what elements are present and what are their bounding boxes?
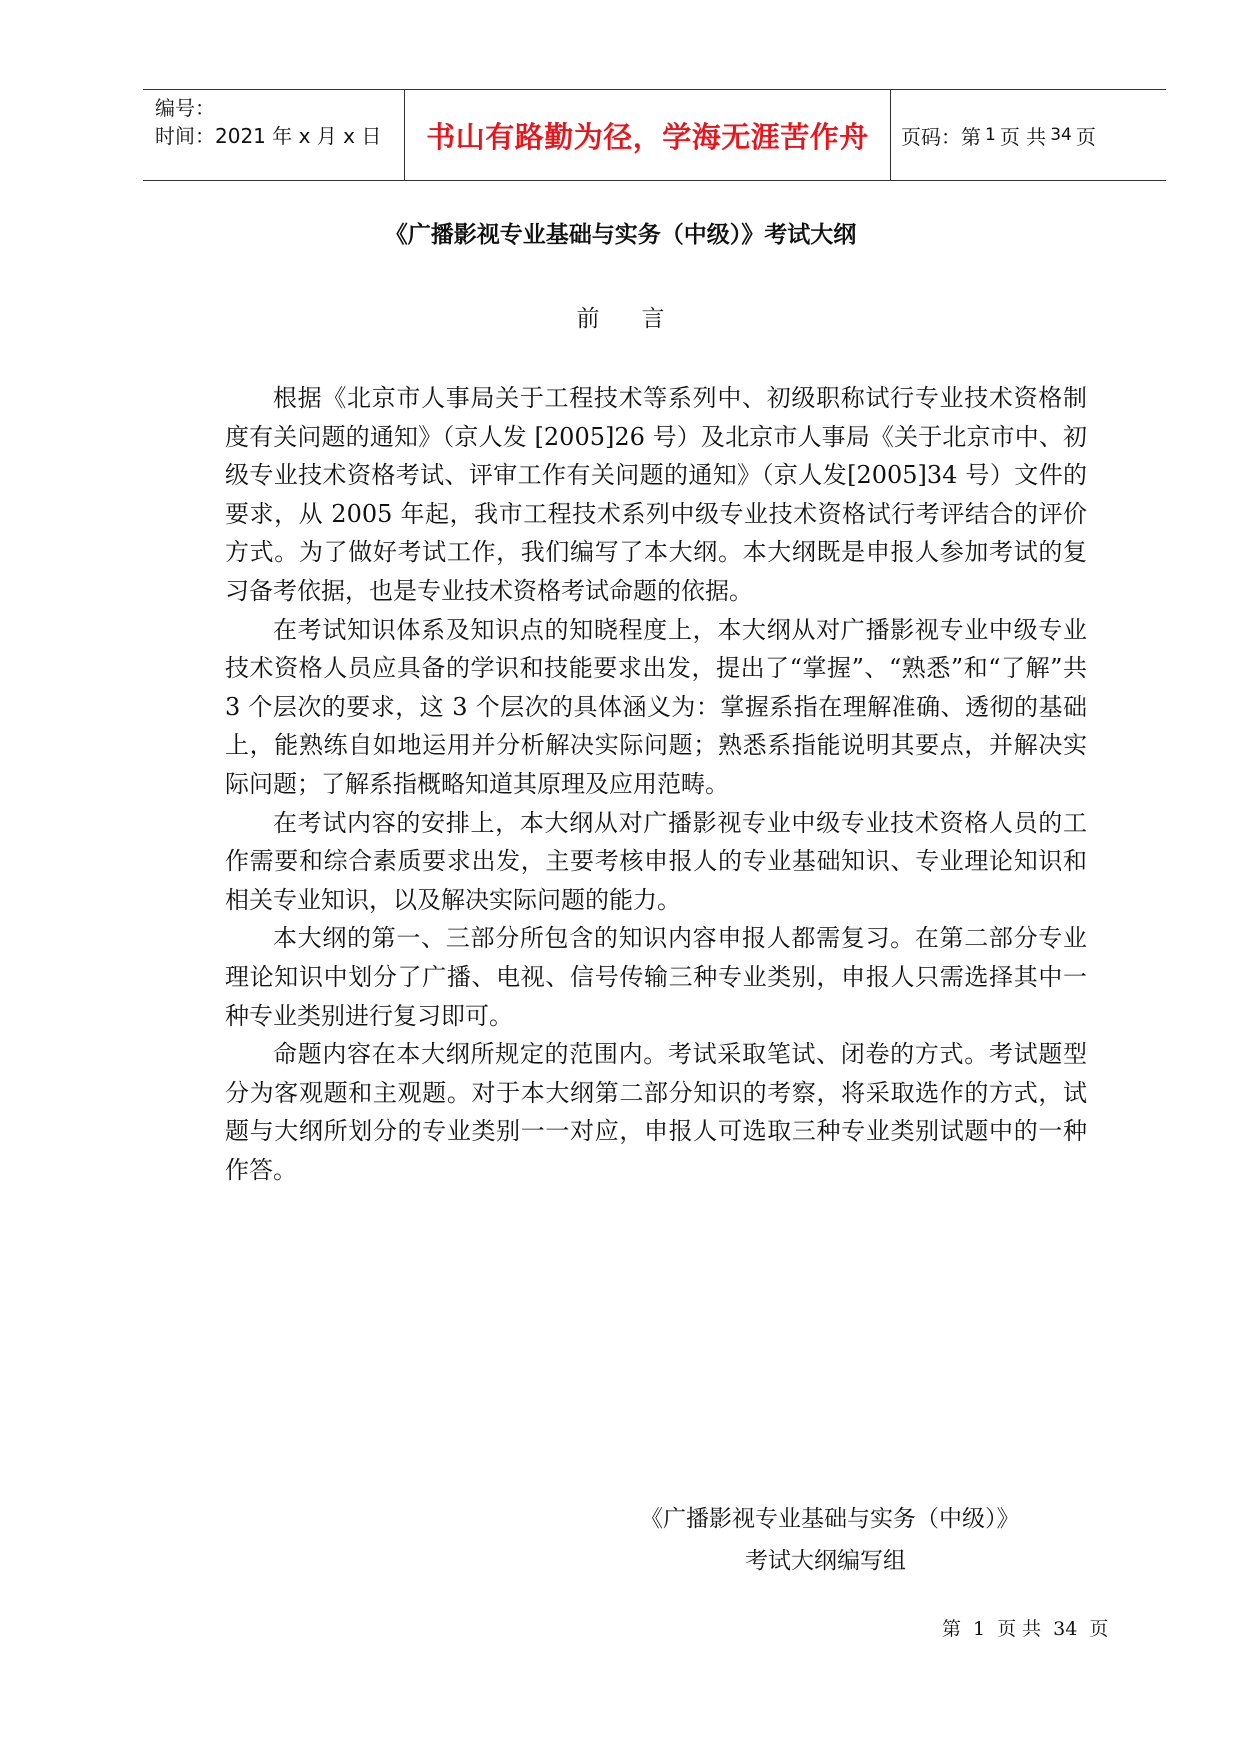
footer-page-current: 1 xyxy=(973,1618,986,1640)
motto-text: 书山有路勤为径，学海无涯苦作舟 xyxy=(426,119,869,154)
time-label: 时间：2021 年 x 月 x 日 xyxy=(155,124,382,148)
header-page-prefix: 页码：第 xyxy=(901,124,981,149)
header-meta-cell xyxy=(143,90,405,180)
header-page-suffix: 页 xyxy=(1075,124,1096,149)
footer-page-total: 34 xyxy=(1053,1618,1078,1640)
number-label: 编号： xyxy=(155,96,215,120)
document-title: 《广播影视专业基础与实务（中级）》考试大纲 xyxy=(384,222,857,248)
header-page-mid: 页 共 xyxy=(999,124,1047,149)
footer-page-prefix: 第 xyxy=(942,1618,962,1640)
signature-line-1: 《广播影视专业基础与实务（中级）》 xyxy=(640,1506,1020,1532)
body-text xyxy=(225,379,1087,1189)
paragraph: 本大纲的第一、三部分所包含的知识内容申报人都需复习。在第二部分专业理论知识中划分了广播、电视、信号传输三种专业类别，申报人只需选择其中一种专业类别进行复习即可。 xyxy=(225,924,1087,1030)
header-page-current: 1 xyxy=(985,125,996,145)
signature-line-2: 考试大纲编写组 xyxy=(745,1548,906,1574)
paragraph: 根据《北京市人事局关于工程技术等系列中、初级职称试行专业技术资格制度有关问题的通知》（京人发 [2005]26 号）及北京市人事局《关于北京市中、初级专业技术资格考试、评审工作有关问题的通知》（京人发[2005]34 号）文件的要求，从 2005 年起，我市工程技术系列中级专业技术资格试行考评结合的评价方式。为了做好考试工作，我们编写了本大纲。本大纲既是申报人参加考试的复习备考依据，也是专业技术资格考试命题的依据。 xyxy=(225,384,1087,605)
header-page-cell xyxy=(891,90,1166,180)
preface-heading: 前言 xyxy=(576,306,707,332)
paragraph: 命题内容在本大纲所规定的范围内。考试采取笔试、闭卷的方式。考试题型分为客观题和主观题。对于本大纲第二部分知识的考察，将采取选作的方式，试题与大纲所划分的专业类别一一对应，申报人可选取三种专业类别试题中的一种作答。 xyxy=(225,1040,1087,1184)
header-motto-cell xyxy=(405,90,891,180)
header-table xyxy=(143,89,1166,181)
paragraph: 在考试内容的安排上，本大纲从对广播影视专业中级专业技术资格人员的工作需要和综合素质要求出发，主要考核申报人的专业基础知识、专业理论知识和相关专业知识，以及解决实际问题的能力。 xyxy=(225,808,1087,914)
footer-page-mid: 页 共 xyxy=(997,1618,1042,1640)
header-page-total: 34 xyxy=(1050,125,1072,145)
footer-page-suffix: 页 xyxy=(1089,1618,1109,1640)
paragraph: 在考试知识体系及知识点的知晓程度上，本大纲从对广播影视专业中级专业技术资格人员应具备的学识和技能要求出发，提出了“掌握”、“熟悉”和“了解”共 3 个层次的要求，这 3 个层次的具体涵义为：掌握系指在理解准确、透彻的基础上，能熟练自如地运用并分析解决实际问题；熟悉系指能说明其要点，并解决实际问题；了解系指概略知道其原理及应用范畴。 xyxy=(225,615,1087,798)
footer-page-number xyxy=(936,1614,1114,1641)
